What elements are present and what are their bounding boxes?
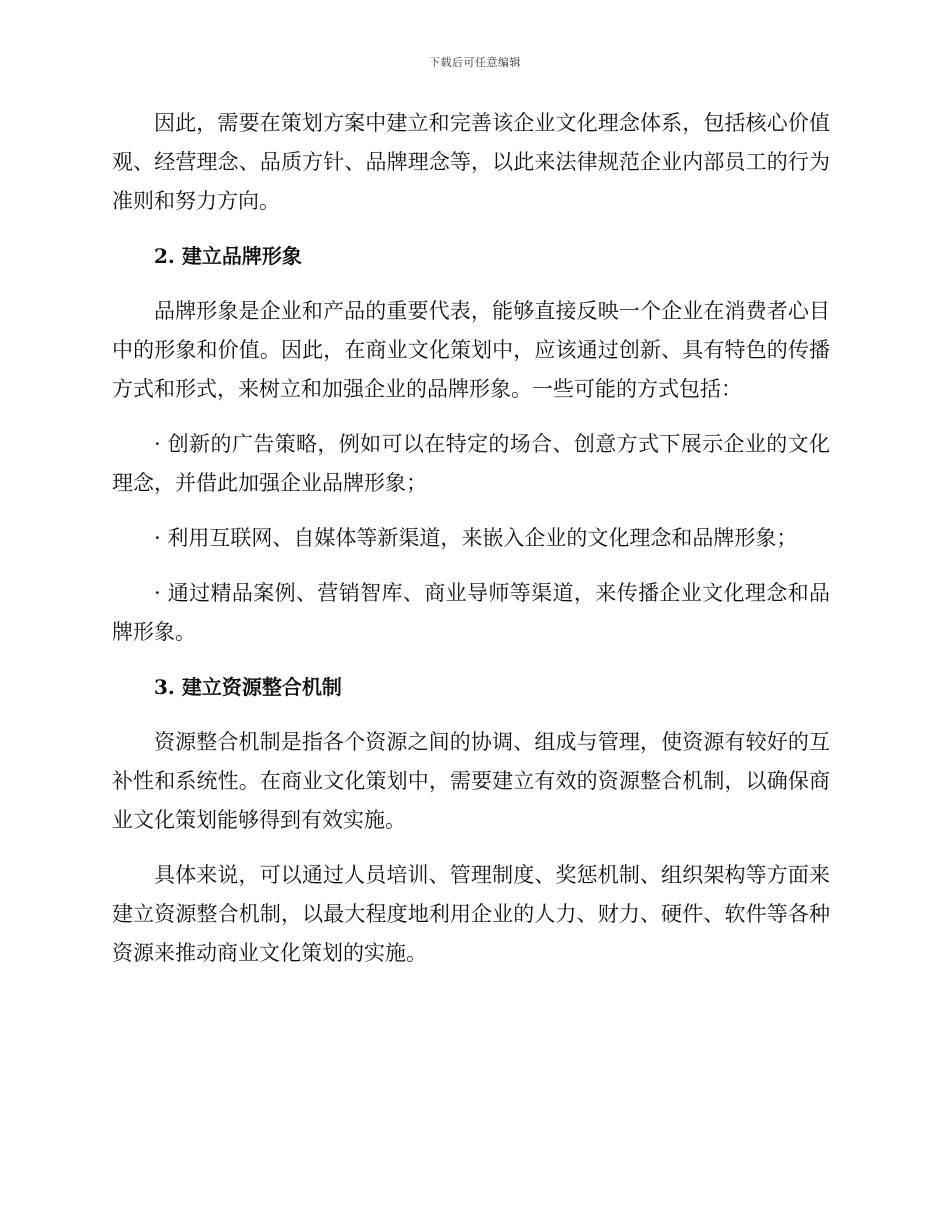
paragraph-specific-measures: 具体来说，可以通过人员培训、管理制度、奖惩机制、组织架构等方面来建立资源整合机制，以最大程度地利用企业的人力、财力、硬件、软件等各种资源来推动商业文化策划的实施。 <box>112 863 830 965</box>
paragraph-culture-system: 因此，需要在策划方案中建立和完善该企业文化理念体系，包括核心价值观、经营理念、品质方针、品牌理念等，以此来法律规范企业内部员工的行为准则和努力方向。 <box>112 111 830 213</box>
page-header: 下载后可任意编辑 <box>429 56 521 69</box>
bullet-case-channels: · 通过精品案例、营销智库、商业导师等渠道，来传播企业文化理念和品牌形象。 <box>112 581 830 644</box>
document-body <box>112 104 830 989</box>
paragraph-resource-integration: 资源整合机制是指各个资源之间的协调、组成与管理，使资源有较好的互补性和系统性。在商业文化策划中，需要建立有效的资源整合机制，以确保商业文化策划能够得到有效实施。 <box>112 730 830 832</box>
section-heading-brand-image: 2. 建立品牌形象 <box>154 244 302 268</box>
section-heading-resource-integration: 3. 建立资源整合机制 <box>154 675 342 699</box>
bullet-advertising: · 创新的广告策略，例如可以在特定的场合、创意方式下展示企业的文化理念，并借此加强企业品牌形象； <box>112 432 830 495</box>
bullet-internet-media: · 利用互联网、自媒体等新渠道，来嵌入企业的文化理念和品牌形象； <box>154 526 798 550</box>
paragraph-brand-image: 品牌形象是企业和产品的重要代表，能够直接反映一个企业在消费者心目中的形象和价值。因此，在商业文化策划中，应该通过创新、具有特色的传播方式和形式，来树立和加强企业的品牌形象。一些可能的方式包括： <box>112 299 830 401</box>
